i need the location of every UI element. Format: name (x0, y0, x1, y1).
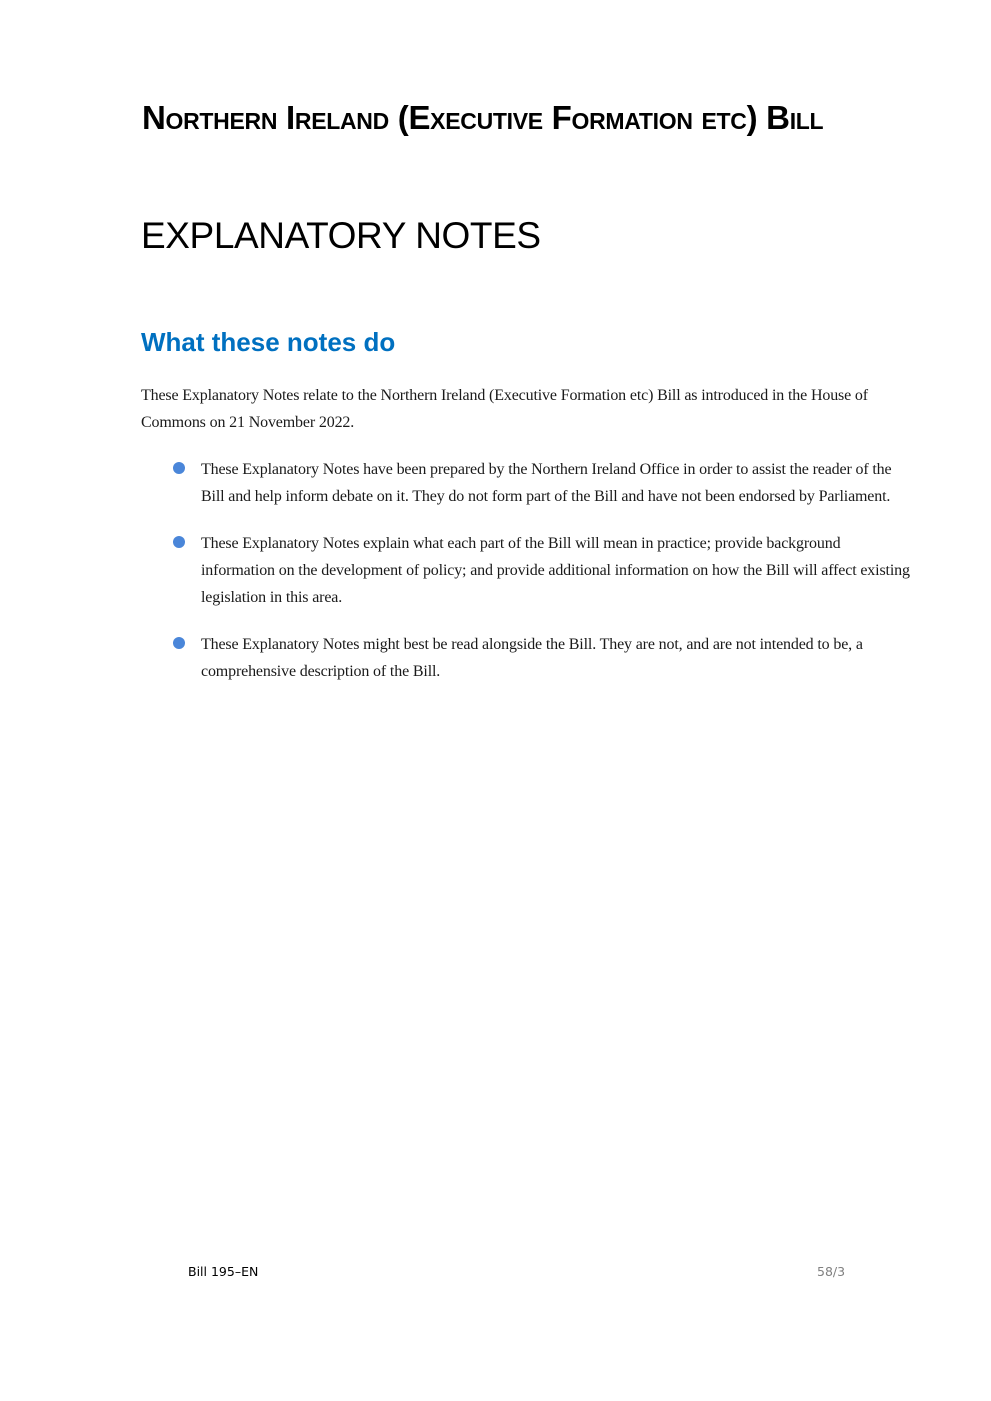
list-item (170, 631, 910, 685)
bullet-icon (173, 536, 185, 548)
intro-paragraph: These Explanatory Notes relate to the Northern Ireland (Executive Formation etc) Bill as introduced in the House of Commons on 21 November 2022. (141, 387, 868, 431)
bullet-list (170, 456, 910, 705)
footer-bill-reference: Bill 195–EN (188, 1264, 259, 1279)
list-item (170, 456, 910, 510)
list-item (170, 530, 910, 611)
bullet-icon (173, 462, 185, 474)
bullet-text: These Explanatory Notes might best be read alongside the Bill. They are not, and are not intended to be, a comprehensive description of the Bill. (201, 636, 863, 680)
bullet-text: These Explanatory Notes have been prepared by the Northern Ireland Office in order to assist the reader of the Bill and help inform debate on it. They do not form part of the Bill and have not been endorsed by Parliament. (201, 461, 892, 505)
bullet-text: These Explanatory Notes explain what each part of the Bill will mean in practice; provide background information on the development of policy; and provide additional information on how the Bill will affect existing legislation in this area. (201, 535, 910, 606)
bill-title: Northern Ireland (Executive Formation etc) Bill (142, 99, 824, 136)
section-heading: What these notes do (141, 327, 396, 357)
document-subtitle: EXPLANATORY NOTES (141, 215, 541, 256)
bullet-icon (173, 637, 185, 649)
footer-page-code: 58/3 (817, 1264, 846, 1279)
